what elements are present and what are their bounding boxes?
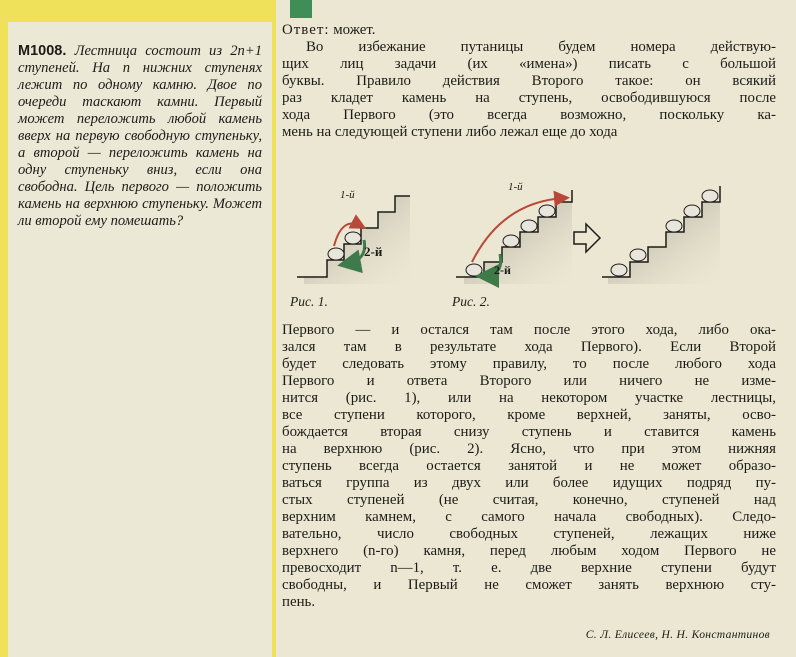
stairs-figures bbox=[282, 172, 782, 320]
text-line: зался там в результате хода Первого). Если Второй bbox=[282, 339, 776, 355]
fig2b-stone bbox=[611, 264, 627, 276]
solution-paragraph-top bbox=[282, 39, 776, 141]
text-line: бождается вторая снизу ступень и ставится камень bbox=[282, 424, 776, 440]
fig2-stone bbox=[539, 205, 555, 217]
problem-number: М1008. bbox=[18, 42, 67, 59]
fig2-label-second: 2-й bbox=[494, 263, 511, 277]
figure-2-result bbox=[602, 186, 720, 284]
text-line: пень. bbox=[282, 594, 316, 610]
figures-area bbox=[282, 172, 782, 320]
answer-label: Ответ: bbox=[282, 22, 330, 38]
text-line: мень на следующей ступени либо лежал еще до хода bbox=[282, 124, 618, 140]
result-arrow-icon bbox=[574, 224, 600, 252]
text-line: верхним камнем, с самого начала свободных). Следо- bbox=[282, 509, 776, 525]
fig2b-stone bbox=[684, 205, 700, 217]
text-line: Первого — и остался там после этого хода, либо ока- bbox=[282, 322, 776, 338]
text-line: верхнего (n-го) камня, перед любым ходом Первого не bbox=[282, 543, 776, 559]
figure-1-caption: Рис. 1. bbox=[290, 294, 328, 309]
text-line: на верхнюю (рис. 2). Ясно, что при этом нижняя bbox=[282, 441, 776, 457]
fig2-label-first: 1-й bbox=[508, 181, 523, 193]
text-line: раз кладет камень на ступень, освободившуюся после bbox=[282, 90, 776, 106]
text-line: Первого и ответа Второго или ничего не изме- bbox=[282, 373, 776, 389]
text-line: хода Первого (это всегда возможно, поскольку ка- bbox=[282, 107, 776, 123]
figure-2-caption: Рис. 2. bbox=[452, 294, 490, 309]
figure-2 bbox=[456, 181, 572, 284]
answer-value: может. bbox=[333, 22, 376, 38]
author-signature: С. Л. Елисеев, Н. Н. Константинов bbox=[585, 628, 770, 641]
text-line: свободны, и Первый не сможет занять верхнюю сту- bbox=[282, 577, 776, 593]
text-line: превосходит n—1, т. е. две верхние ступени будут bbox=[282, 560, 776, 576]
solution-paragraph-bottom bbox=[282, 322, 776, 611]
text-line: стых ступеней (не считая, конечно, ступеней над bbox=[282, 492, 776, 508]
text-line: Во избежание путаницы будем номера действую- bbox=[306, 39, 776, 55]
fig1-stone bbox=[345, 232, 361, 244]
fig2b-stone bbox=[702, 190, 718, 202]
text-line: все ступени которого, кроме верхней, заняты, осво- bbox=[282, 407, 776, 423]
solution-top bbox=[282, 22, 776, 141]
fig2-stone bbox=[466, 264, 482, 276]
text-line: будет следовать этому правилу, то после любого хода bbox=[282, 356, 776, 372]
fig2-stone bbox=[521, 220, 537, 232]
fig2b-stone bbox=[630, 249, 646, 261]
fig2b-stone bbox=[666, 220, 682, 232]
fig1-label-second: 2-й bbox=[364, 244, 383, 259]
text-line: нится (рис. 1), или на некотором участке лестницы, bbox=[282, 390, 776, 406]
problem-text: Лестница состоит из 2n+1 ступеней. На n нижних ступенях лежит по одному камню. Двое по очереди таскают камни. Первый может переложить любой камень вверх на первую свободную ступеньку, а второй — переложить камень на одну ступеньку вниз, если она свободна. Цель первого — положить камень на верхнюю ступеньку. Может ли второй ему помешать? bbox=[18, 42, 262, 229]
text-line: буквы. Правило действия Второго такое: он всякий bbox=[282, 73, 776, 89]
section-marker bbox=[290, 0, 312, 18]
text-line: щих лиц задачи (их «имена») писать с большой bbox=[282, 56, 776, 72]
figure-1 bbox=[297, 189, 410, 284]
answer-line bbox=[282, 22, 776, 39]
problem-panel bbox=[8, 22, 272, 657]
problem-statement bbox=[18, 43, 262, 230]
fig1-label-first: 1-й bbox=[340, 189, 355, 201]
fig2-stone bbox=[503, 235, 519, 247]
fig1-stone bbox=[328, 248, 344, 260]
text-line: ваться группа из двух или более идущих подряд пу- bbox=[282, 475, 776, 491]
text-line: вательно, число свободных ступеней, лежащих ниже bbox=[282, 526, 776, 542]
text-line: ступень всегда остается занятой и не может образо- bbox=[282, 458, 776, 474]
